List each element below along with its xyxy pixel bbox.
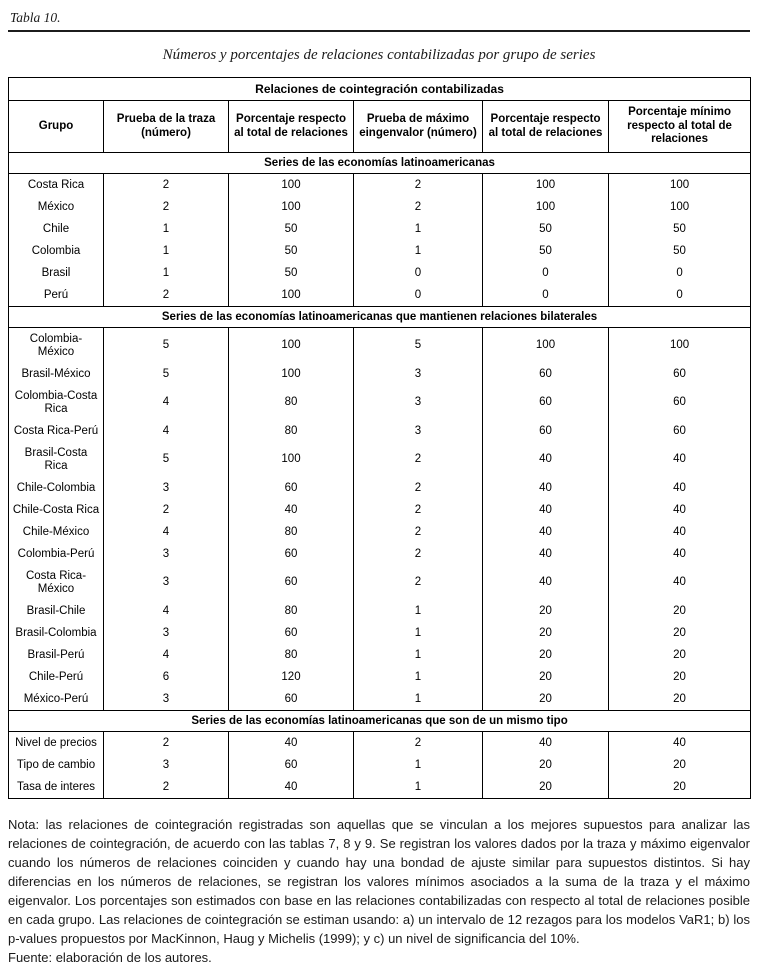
value-cell: 100 bbox=[483, 328, 609, 364]
value-cell: 2 bbox=[354, 543, 483, 565]
value-cell: 20 bbox=[483, 666, 609, 688]
value-cell: 5 bbox=[104, 363, 229, 385]
value-cell: 1 bbox=[354, 776, 483, 799]
table-row bbox=[9, 732, 751, 755]
value-cell: 0 bbox=[354, 262, 483, 284]
value-cell: 20 bbox=[609, 688, 751, 711]
group-cell: Brasil-Costa Rica bbox=[9, 442, 104, 477]
value-cell: 40 bbox=[483, 521, 609, 543]
value-cell: 60 bbox=[483, 363, 609, 385]
value-cell: 3 bbox=[104, 688, 229, 711]
value-cell: 20 bbox=[483, 754, 609, 776]
value-cell: 40 bbox=[483, 477, 609, 499]
group-cell: Brasil-Colombia bbox=[9, 622, 104, 644]
value-cell: 40 bbox=[483, 543, 609, 565]
value-cell: 100 bbox=[609, 328, 751, 364]
section-header: Series de las economías latinoamericanas que son de un mismo tipo bbox=[9, 711, 751, 732]
value-cell: 100 bbox=[609, 196, 751, 218]
value-cell: 80 bbox=[229, 521, 354, 543]
table-row bbox=[9, 600, 751, 622]
value-cell: 2 bbox=[354, 477, 483, 499]
value-cell: 100 bbox=[229, 174, 354, 197]
table-row bbox=[9, 565, 751, 600]
value-cell: 20 bbox=[483, 622, 609, 644]
value-cell: 20 bbox=[483, 688, 609, 711]
value-cell: 40 bbox=[483, 442, 609, 477]
value-cell: 50 bbox=[229, 218, 354, 240]
value-cell: 80 bbox=[229, 385, 354, 420]
table-note: Nota: las relaciones de cointegración registradas son aquellas que se vinculan a los mejores supuestos para analizar las relaciones de cointegración, de acuerdo con las tablas 7, 8 y 9. Se registran los valores dados por la traza y máximo eigenvalor cuando los números de relaciones coinciden y cuando hay una bondad de ajuste similar para supuestos distintos. Si hay diferencias en los números de relaciones, se registran los valores mínimos asociados a la suma de la traza y el máximo eigenvalor. Los porcentajes son estimados con base en las relaciones contabilizadas con respecto al total de relaciones posible en cada grupo. Las relaciones de cointegración se estiman usando: a) un intervalo de 12 rezagos para los modelos VaR1; b) los p-values propuestos por MacKinnon, Haug y Michelis (1999); y c) un nivel de significancia del 10%. bbox=[8, 817, 750, 946]
value-cell: 2 bbox=[104, 499, 229, 521]
table-caption: Relaciones de cointegración contabilizadas bbox=[9, 78, 751, 101]
value-cell: 1 bbox=[354, 754, 483, 776]
value-cell: 1 bbox=[104, 240, 229, 262]
column-header-grupo: Grupo bbox=[9, 101, 104, 153]
group-cell: Tipo de cambio bbox=[9, 754, 104, 776]
group-cell: Costa Rica-México bbox=[9, 565, 104, 600]
section-header-row bbox=[9, 307, 751, 328]
table-row bbox=[9, 688, 751, 711]
column-header-prueba-traza: Prueba de la traza (número) bbox=[104, 101, 229, 153]
table-row bbox=[9, 262, 751, 284]
value-cell: 60 bbox=[483, 385, 609, 420]
group-cell: Brasil bbox=[9, 262, 104, 284]
value-cell: 2 bbox=[354, 565, 483, 600]
value-cell: 2 bbox=[104, 196, 229, 218]
value-cell: 120 bbox=[229, 666, 354, 688]
value-cell: 40 bbox=[483, 732, 609, 755]
value-cell: 100 bbox=[229, 196, 354, 218]
value-cell: 100 bbox=[483, 174, 609, 197]
value-cell: 60 bbox=[229, 565, 354, 600]
value-cell: 1 bbox=[354, 666, 483, 688]
value-cell: 40 bbox=[609, 521, 751, 543]
value-cell: 100 bbox=[229, 363, 354, 385]
value-cell: 5 bbox=[104, 328, 229, 364]
group-cell: Chile-Perú bbox=[9, 666, 104, 688]
value-cell: 50 bbox=[229, 240, 354, 262]
value-cell: 100 bbox=[229, 284, 354, 307]
value-cell: 4 bbox=[104, 600, 229, 622]
value-cell: 60 bbox=[229, 688, 354, 711]
value-cell: 1 bbox=[104, 218, 229, 240]
group-cell: Brasil-México bbox=[9, 363, 104, 385]
value-cell: 3 bbox=[354, 420, 483, 442]
table-row bbox=[9, 776, 751, 799]
group-cell: Brasil-Chile bbox=[9, 600, 104, 622]
group-cell: México bbox=[9, 196, 104, 218]
table-row bbox=[9, 477, 751, 499]
value-cell: 20 bbox=[609, 600, 751, 622]
value-cell: 60 bbox=[229, 543, 354, 565]
table-row bbox=[9, 385, 751, 420]
value-cell: 3 bbox=[354, 363, 483, 385]
value-cell: 20 bbox=[483, 776, 609, 799]
value-cell: 4 bbox=[104, 644, 229, 666]
value-cell: 40 bbox=[609, 442, 751, 477]
table-row bbox=[9, 622, 751, 644]
value-cell: 6 bbox=[104, 666, 229, 688]
value-cell: 1 bbox=[354, 622, 483, 644]
table-caption-row bbox=[9, 78, 751, 101]
table-row bbox=[9, 196, 751, 218]
value-cell: 80 bbox=[229, 420, 354, 442]
value-cell: 20 bbox=[483, 600, 609, 622]
value-cell: 20 bbox=[609, 622, 751, 644]
value-cell: 40 bbox=[609, 477, 751, 499]
value-cell: 40 bbox=[229, 499, 354, 521]
table-title: Números y porcentajes de relaciones contabilizadas por grupo de series bbox=[162, 47, 596, 63]
group-cell: Colombia-Costa Rica bbox=[9, 385, 104, 420]
value-cell: 4 bbox=[104, 420, 229, 442]
table-row bbox=[9, 420, 751, 442]
value-cell: 60 bbox=[229, 754, 354, 776]
value-cell: 20 bbox=[609, 776, 751, 799]
table-row bbox=[9, 499, 751, 521]
value-cell: 2 bbox=[354, 174, 483, 197]
group-cell: Tasa de interes bbox=[9, 776, 104, 799]
value-cell: 2 bbox=[104, 284, 229, 307]
value-cell: 40 bbox=[483, 499, 609, 521]
group-cell: Colombia bbox=[9, 240, 104, 262]
value-cell: 5 bbox=[354, 328, 483, 364]
value-cell: 3 bbox=[104, 754, 229, 776]
value-cell: 40 bbox=[483, 565, 609, 600]
column-header-porcentaje-traza: Porcentaje respecto al total de relaciones bbox=[229, 101, 354, 153]
group-cell: Nivel de precios bbox=[9, 732, 104, 755]
value-cell: 50 bbox=[609, 240, 751, 262]
value-cell: 100 bbox=[229, 328, 354, 364]
group-cell: Chile-Costa Rica bbox=[9, 499, 104, 521]
section-header-row bbox=[9, 711, 751, 732]
value-cell: 50 bbox=[483, 240, 609, 262]
table-label: Tabla 10. bbox=[10, 10, 61, 25]
value-cell: 0 bbox=[483, 284, 609, 307]
value-cell: 60 bbox=[609, 385, 751, 420]
group-cell: Costa Rica bbox=[9, 174, 104, 197]
value-cell: 50 bbox=[229, 262, 354, 284]
value-cell: 60 bbox=[483, 420, 609, 442]
value-cell: 50 bbox=[609, 218, 751, 240]
footnotes bbox=[8, 815, 750, 967]
value-cell: 60 bbox=[609, 363, 751, 385]
value-cell: 1 bbox=[354, 240, 483, 262]
value-cell: 4 bbox=[104, 385, 229, 420]
value-cell: 60 bbox=[229, 477, 354, 499]
value-cell: 1 bbox=[354, 600, 483, 622]
value-cell: 40 bbox=[229, 732, 354, 755]
value-cell: 4 bbox=[104, 521, 229, 543]
value-cell: 1 bbox=[354, 688, 483, 711]
column-header-porcentaje-minimo: Porcentaje mínimo respecto al total de relaciones bbox=[609, 101, 751, 153]
value-cell: 3 bbox=[104, 477, 229, 499]
value-cell: 0 bbox=[354, 284, 483, 307]
value-cell: 1 bbox=[354, 644, 483, 666]
table-row bbox=[9, 543, 751, 565]
value-cell: 2 bbox=[354, 196, 483, 218]
value-cell: 5 bbox=[104, 442, 229, 477]
value-cell: 80 bbox=[229, 644, 354, 666]
value-cell: 60 bbox=[609, 420, 751, 442]
value-cell: 1 bbox=[354, 218, 483, 240]
group-cell: Brasil-Perú bbox=[9, 644, 104, 666]
table-row bbox=[9, 644, 751, 666]
table-row bbox=[9, 754, 751, 776]
value-cell: 20 bbox=[483, 644, 609, 666]
value-cell: 40 bbox=[609, 565, 751, 600]
value-cell: 2 bbox=[354, 732, 483, 755]
column-header-prueba-eigenvalor: Prueba de máximo eingenvalor (número) bbox=[354, 101, 483, 153]
group-cell: Chile-Colombia bbox=[9, 477, 104, 499]
group-cell: México-Perú bbox=[9, 688, 104, 711]
section-header: Series de las economías latinoamericanas que mantienen relaciones bilaterales bbox=[9, 307, 751, 328]
section-header: Series de las economías latinoamericanas bbox=[9, 153, 751, 174]
table-row bbox=[9, 174, 751, 197]
section-header-row bbox=[9, 153, 751, 174]
table-row bbox=[9, 521, 751, 543]
value-cell: 0 bbox=[483, 262, 609, 284]
table-row bbox=[9, 328, 751, 364]
source-line: Fuente: elaboración de los autores. bbox=[8, 950, 212, 965]
table-row bbox=[9, 284, 751, 307]
value-cell: 100 bbox=[483, 196, 609, 218]
group-cell: Colombia-México bbox=[9, 328, 104, 364]
value-cell: 0 bbox=[609, 262, 751, 284]
group-cell: Chile-México bbox=[9, 521, 104, 543]
value-cell: 100 bbox=[609, 174, 751, 197]
value-cell: 20 bbox=[609, 666, 751, 688]
value-cell: 40 bbox=[609, 732, 751, 755]
value-cell: 3 bbox=[354, 385, 483, 420]
value-cell: 2 bbox=[104, 174, 229, 197]
table-body bbox=[9, 153, 751, 799]
value-cell: 3 bbox=[104, 622, 229, 644]
value-cell: 2 bbox=[354, 499, 483, 521]
value-cell: 40 bbox=[609, 499, 751, 521]
group-cell: Perú bbox=[9, 284, 104, 307]
value-cell: 40 bbox=[609, 543, 751, 565]
value-cell: 2 bbox=[104, 776, 229, 799]
table-row bbox=[9, 240, 751, 262]
value-cell: 2 bbox=[354, 442, 483, 477]
group-cell: Costa Rica-Perú bbox=[9, 420, 104, 442]
value-cell: 3 bbox=[104, 543, 229, 565]
value-cell: 2 bbox=[354, 521, 483, 543]
value-cell: 40 bbox=[229, 776, 354, 799]
value-cell: 50 bbox=[483, 218, 609, 240]
value-cell: 100 bbox=[229, 442, 354, 477]
value-cell: 3 bbox=[104, 565, 229, 600]
table-row bbox=[9, 442, 751, 477]
table-row bbox=[9, 218, 751, 240]
value-cell: 1 bbox=[104, 262, 229, 284]
column-header-porcentaje-eigenvalor: Porcentaje respecto al total de relaciones bbox=[483, 101, 609, 153]
horizontal-rule bbox=[8, 30, 750, 32]
value-cell: 2 bbox=[104, 732, 229, 755]
table-header-row bbox=[9, 101, 751, 153]
table-row bbox=[9, 363, 751, 385]
group-cell: Chile bbox=[9, 218, 104, 240]
group-cell: Colombia-Perú bbox=[9, 543, 104, 565]
value-cell: 60 bbox=[229, 622, 354, 644]
table-row bbox=[9, 666, 751, 688]
cointegration-table bbox=[8, 77, 751, 799]
value-cell: 0 bbox=[609, 284, 751, 307]
value-cell: 80 bbox=[229, 600, 354, 622]
value-cell: 20 bbox=[609, 644, 751, 666]
value-cell: 20 bbox=[609, 754, 751, 776]
